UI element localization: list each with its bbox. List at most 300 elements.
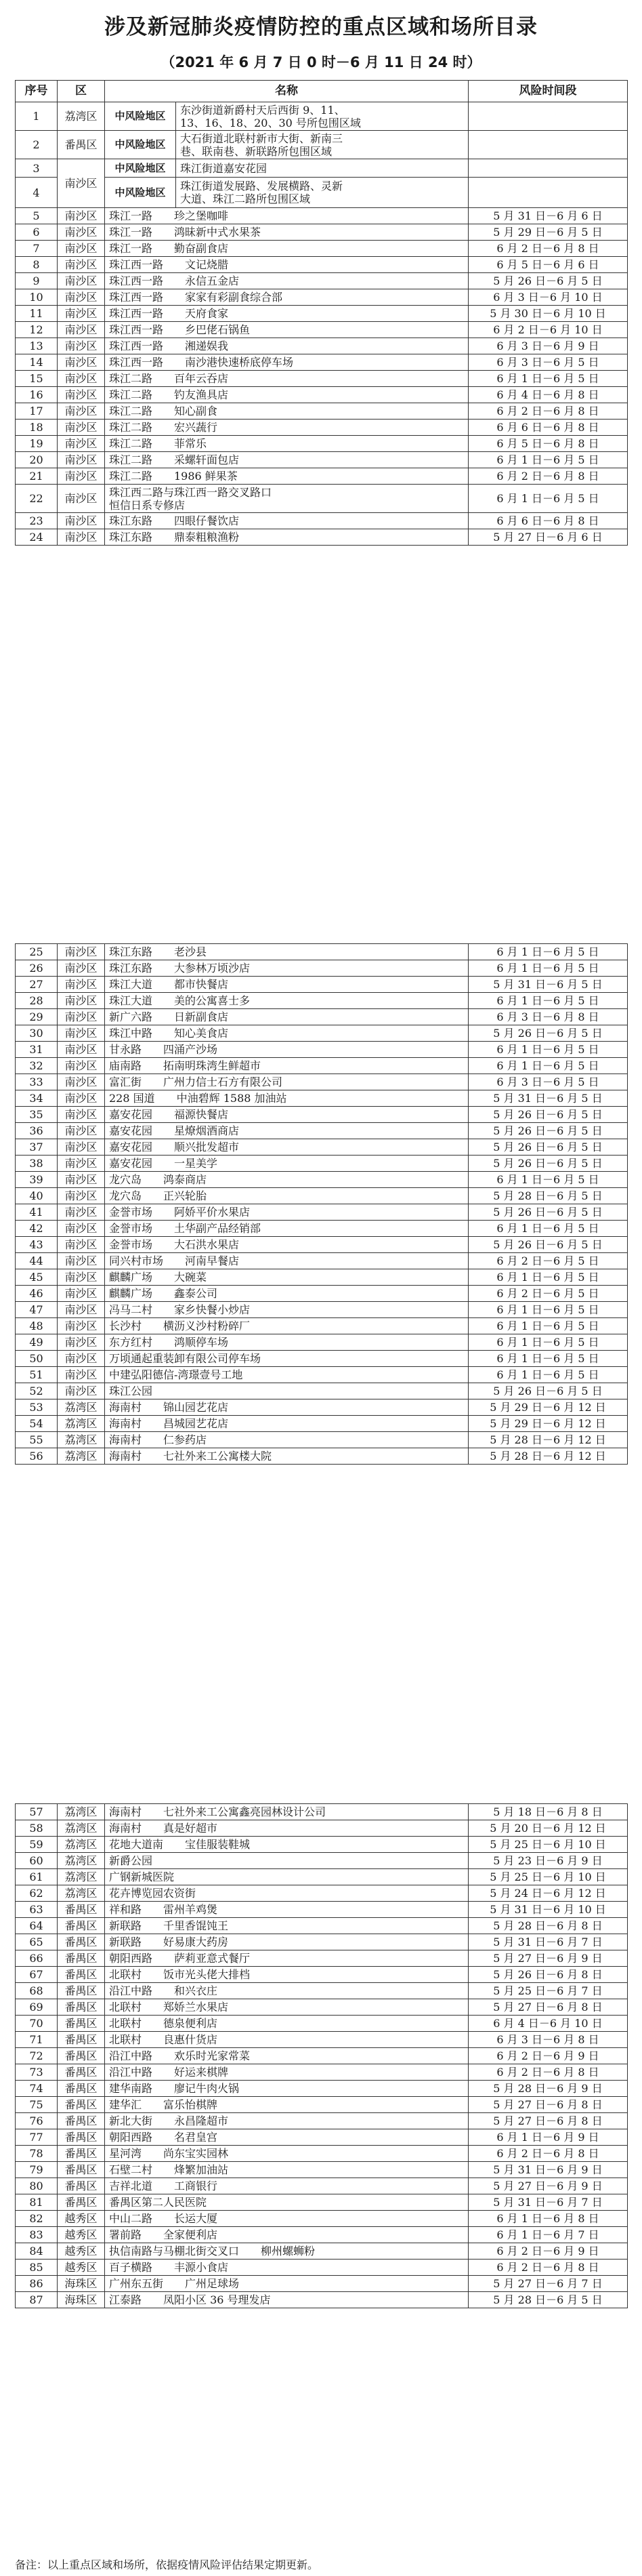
row-time: 5 月 26 日－6 月 5 日 <box>469 1383 628 1399</box>
row-time: 5 月 18 日－6 月 8 日 <box>469 1804 628 1820</box>
row-district: 南沙区 <box>58 1009 105 1025</box>
row-name: 大石街道北联村新市大街、新南三 巷、联南巷、新联路所包围区域 <box>176 131 469 159</box>
table-row <box>16 1367 628 1383</box>
row-time: 6 月 3 日－6 月 5 日 <box>469 354 628 371</box>
row-time <box>469 102 628 131</box>
row-number: 72 <box>16 2048 58 2064</box>
row-district: 番禺区 <box>58 131 105 159</box>
row-number: 30 <box>16 1025 58 1042</box>
row-name: 庙南路 拓南明珠湾生鲜超市 <box>105 1058 469 1074</box>
row-name: 金誉市场 大石洪水果店 <box>105 1237 469 1253</box>
row-district: 南沙区 <box>58 1107 105 1123</box>
table-row <box>16 420 628 436</box>
risk-table-page-3 <box>15 1803 628 2308</box>
row-time: 6 月 4 日－6 月 8 日 <box>469 387 628 403</box>
table-row <box>16 1804 628 1820</box>
row-number: 33 <box>16 1074 58 1090</box>
row-district: 海珠区 <box>58 2276 105 2292</box>
row-number: 44 <box>16 1253 58 1269</box>
row-time: 6 月 2 日－6 月 5 日 <box>469 1286 628 1302</box>
table-row <box>16 2064 628 2081</box>
row-time: 5 月 31 日－6 月 5 日 <box>469 977 628 993</box>
row-district: 南沙区 <box>58 1302 105 1318</box>
row-time: 5 月 27 日－6 月 8 日 <box>469 1999 628 2016</box>
row-district: 南沙区 <box>58 944 105 960</box>
table-row <box>16 1025 628 1042</box>
page-subtitle: （2021 年 6 月 7 日 0 时－6 月 11 日 24 时） <box>160 54 481 70</box>
row-number: 8 <box>16 257 58 273</box>
row-name: 北联村 郑娇兰水果店 <box>105 1999 469 2016</box>
table-row <box>16 1837 628 1853</box>
table-row <box>16 2260 628 2276</box>
row-name: 珠江东路 四眼仔餐饮店 <box>105 513 469 529</box>
table-row <box>16 452 628 468</box>
row-district: 南沙区 <box>58 1318 105 1334</box>
row-name: 珠江西一路 家家有彩副食综合部 <box>105 289 469 306</box>
row-time: 6 月 1 日－6 月 5 日 <box>469 1221 628 1237</box>
row-number: 56 <box>16 1448 58 1465</box>
row-name: 新北大街 永昌隆超市 <box>105 2113 469 2129</box>
row-name: 花卉博览园农资街 <box>105 1885 469 1902</box>
row-number: 42 <box>16 1221 58 1237</box>
table-row <box>16 1058 628 1074</box>
row-time: 5 月 26 日－6 月 5 日 <box>469 1204 628 1221</box>
row-number: 27 <box>16 977 58 993</box>
row-district: 南沙区 <box>58 1058 105 1074</box>
row-number: 4 <box>16 178 58 208</box>
table-row <box>16 322 628 338</box>
row-number: 6 <box>16 224 58 241</box>
row-number: 10 <box>16 289 58 306</box>
row-district: 南沙区 <box>58 208 105 224</box>
row-district: 番禺区 <box>58 2194 105 2211</box>
row-time: 6 月 2 日－6 月 8 日 <box>469 468 628 485</box>
row-time: 5 月 28 日－6 月 9 日 <box>469 2081 628 2097</box>
row-district: 南沙区 <box>58 387 105 403</box>
table-row <box>16 1042 628 1058</box>
row-district: 番禺区 <box>58 2097 105 2113</box>
table-row <box>16 513 628 529</box>
row-time: 5 月 27 日－6 月 8 日 <box>469 2113 628 2129</box>
row-name: 海南村 七社外来工公寓鑫亮园林设计公司 <box>105 1804 469 1820</box>
row-time: 6 月 1 日－6 月 5 日 <box>469 1318 628 1334</box>
table-row <box>16 2016 628 2032</box>
row-time: 5 月 26 日－6 月 5 日 <box>469 1237 628 1253</box>
row-name: 珠江西一路 南沙港快速桥底停车场 <box>105 354 469 371</box>
row-time: 5 月 27 日－6 月 6 日 <box>469 529 628 546</box>
row-name: 珠江东路 大参林万顷沙店 <box>105 960 469 977</box>
row-district: 南沙区 <box>58 1188 105 1204</box>
table-row <box>16 1107 628 1123</box>
row-time: 5 月 26 日－6 月 8 日 <box>469 1967 628 1983</box>
row-time: 6 月 3 日－6 月 10 日 <box>469 289 628 306</box>
row-district: 南沙区 <box>58 322 105 338</box>
row-number: 67 <box>16 1967 58 1983</box>
header-no: 序号 <box>16 81 58 102</box>
table-row <box>16 338 628 354</box>
row-name: 北联村 良惠什货店 <box>105 2032 469 2048</box>
row-time: 6 月 1 日－6 月 5 日 <box>469 371 628 387</box>
row-district: 荔湾区 <box>58 1869 105 1885</box>
row-time <box>469 159 628 178</box>
row-time: 5 月 26 日－6 月 5 日 <box>469 273 628 289</box>
row-time: 5 月 28 日－6 月 12 日 <box>469 1432 628 1448</box>
table-row <box>16 1432 628 1448</box>
row-district: 番禺区 <box>58 2016 105 2032</box>
row-name: 甘永路 四涌产沙场 <box>105 1042 469 1058</box>
row-number: 86 <box>16 2276 58 2292</box>
row-number: 85 <box>16 2260 58 2276</box>
row-time: 5 月 29 日－6 月 12 日 <box>469 1416 628 1432</box>
row-district: 荔湾区 <box>58 1837 105 1853</box>
row-time: 6 月 1 日－6 月 7 日 <box>469 2227 628 2243</box>
row-name: 珠江一路 勤奋副食店 <box>105 241 469 257</box>
table-row <box>16 960 628 977</box>
row-district: 荔湾区 <box>58 1399 105 1416</box>
table-row <box>16 1318 628 1334</box>
row-name: 海南村 锦山园艺花店 <box>105 1399 469 1416</box>
row-number: 40 <box>16 1188 58 1204</box>
row-name: 嘉安花园 星燎烟酒商店 <box>105 1123 469 1139</box>
page-title: 涉及新冠肺炎疫情防控的重点区域和场所目录 <box>104 15 538 39</box>
row-number: 20 <box>16 452 58 468</box>
row-district: 南沙区 <box>58 1351 105 1367</box>
medium-risk-row <box>16 178 628 208</box>
row-name: 沿江中路 欢乐时光家常菜 <box>105 2048 469 2064</box>
row-time: 6 月 1 日－6 月 5 日 <box>469 1269 628 1286</box>
row-time: 6 月 1 日－6 月 9 日 <box>469 2129 628 2146</box>
row-district: 南沙区 <box>58 452 105 468</box>
row-district: 南沙区 <box>58 371 105 387</box>
row-time: 5 月 30 日－6 月 10 日 <box>469 306 628 322</box>
row-time: 6 月 2 日－6 月 8 日 <box>469 2146 628 2162</box>
row-name: 龙穴岛 鸿泰商店 <box>105 1172 469 1188</box>
row-name: 珠江西一路 乡巴佬石锅鱼 <box>105 322 469 338</box>
row-time: 6 月 2 日－6 月 5 日 <box>469 1253 628 1269</box>
row-number: 11 <box>16 306 58 322</box>
row-name: 珠江大道 都市快餐店 <box>105 977 469 993</box>
row-district: 南沙区 <box>58 257 105 273</box>
row-name: 吉祥北道 工商银行 <box>105 2178 469 2194</box>
table-row <box>16 2292 628 2308</box>
table-row <box>16 354 628 371</box>
row-name: 海南村 仁参药店 <box>105 1432 469 1448</box>
row-name: 北联村 饭市光头佬大排档 <box>105 1967 469 1983</box>
row-number: 57 <box>16 1804 58 1820</box>
row-district: 番禺区 <box>58 2032 105 2048</box>
row-district: 越秀区 <box>58 2227 105 2243</box>
row-number: 3 <box>16 159 58 178</box>
row-name: 珠江西一路 永信五金店 <box>105 273 469 289</box>
row-name: 百子横路 丰源小食店 <box>105 2260 469 2276</box>
row-name: 嘉安花园 顺兴批发超市 <box>105 1139 469 1156</box>
table-row <box>16 1156 628 1172</box>
table-row <box>16 1074 628 1090</box>
medium-risk-row <box>16 159 628 178</box>
table-row <box>16 529 628 546</box>
row-district: 南沙区 <box>58 289 105 306</box>
row-district: 南沙区 <box>58 1269 105 1286</box>
row-number: 74 <box>16 2081 58 2097</box>
row-time: 6 月 3 日－6 月 9 日 <box>469 338 628 354</box>
table-row <box>16 2227 628 2243</box>
row-time: 5 月 31 日－6 月 6 日 <box>469 208 628 224</box>
table-row <box>16 2194 628 2211</box>
row-number: 41 <box>16 1204 58 1221</box>
row-name: 朝阳西路 萨莉亚意式餐厅 <box>105 1950 469 1967</box>
table-row <box>16 2032 628 2048</box>
row-name: 嘉安花园 一星美学 <box>105 1156 469 1172</box>
row-district: 南沙区 <box>58 403 105 420</box>
row-name: 中山二路 长运大厦 <box>105 2211 469 2227</box>
row-name: 建华南路 廖记牛肉火锅 <box>105 2081 469 2097</box>
row-number: 60 <box>16 1853 58 1869</box>
row-number: 47 <box>16 1302 58 1318</box>
row-district: 南沙区 <box>58 306 105 322</box>
row-time: 5 月 26 日－6 月 5 日 <box>469 1123 628 1139</box>
row-district: 南沙区 <box>58 420 105 436</box>
header-time: 风险时间段 <box>469 81 628 102</box>
row-number: 65 <box>16 1934 58 1950</box>
row-number: 49 <box>16 1334 58 1351</box>
row-time: 6 月 1 日－6 月 5 日 <box>469 993 628 1009</box>
row-number: 78 <box>16 2146 58 2162</box>
row-number: 79 <box>16 2162 58 2178</box>
row-number: 71 <box>16 2032 58 2048</box>
row-number: 7 <box>16 241 58 257</box>
row-name: 珠江东路 老沙县 <box>105 944 469 960</box>
row-number: 55 <box>16 1432 58 1448</box>
row-name: 珠江街道嘉安花园 <box>176 159 469 178</box>
risk-level-badge: 中风险地区 <box>105 178 176 208</box>
row-district: 南沙区 <box>58 1025 105 1042</box>
row-district: 南沙区 <box>58 1139 105 1156</box>
row-district: 番禺区 <box>58 1983 105 1999</box>
row-name: 珠江二路 1986 鲜果茶 <box>105 468 469 485</box>
header-district: 区 <box>58 81 105 102</box>
row-number: 5 <box>16 208 58 224</box>
table-row <box>16 485 628 513</box>
table-row <box>16 1237 628 1253</box>
row-name: 新联路 好易康大药房 <box>105 1934 469 1950</box>
row-number: 16 <box>16 387 58 403</box>
row-number: 43 <box>16 1237 58 1253</box>
row-district: 荔湾区 <box>58 1432 105 1448</box>
row-district: 南沙区 <box>58 1123 105 1139</box>
row-district: 荔湾区 <box>58 1885 105 1902</box>
row-number: 54 <box>16 1416 58 1432</box>
row-name: 东沙街道新爵村天后西街 9、11、 13、16、18、20、30 号所包围区域 <box>176 102 469 131</box>
row-time: 6 月 1 日－6 月 5 日 <box>469 1042 628 1058</box>
row-name: 珠江中路 知心美食店 <box>105 1025 469 1042</box>
table-row <box>16 2129 628 2146</box>
row-district: 番禺区 <box>58 1934 105 1950</box>
table-row <box>16 1221 628 1237</box>
row-district: 越秀区 <box>58 2243 105 2260</box>
row-time: 6 月 1 日－6 月 5 日 <box>469 960 628 977</box>
row-number: 62 <box>16 1885 58 1902</box>
row-name: 中建弘阳德信-湾璟壹号工地 <box>105 1367 469 1383</box>
row-number: 12 <box>16 322 58 338</box>
row-time: 5 月 27 日－6 月 8 日 <box>469 2097 628 2113</box>
table-row <box>16 224 628 241</box>
row-time: 5 月 23 日－6 月 9 日 <box>469 1853 628 1869</box>
row-number: 22 <box>16 485 58 513</box>
row-district: 海珠区 <box>58 2292 105 2308</box>
row-name: 珠江一路 鸿昧新中式水果茶 <box>105 224 469 241</box>
row-time: 5 月 31 日－6 月 9 日 <box>469 2162 628 2178</box>
table-row <box>16 2146 628 2162</box>
row-name: 祥和路 雷州羊鸡煲 <box>105 1902 469 1918</box>
table-row <box>16 1399 628 1416</box>
table-row <box>16 2162 628 2178</box>
row-number: 24 <box>16 529 58 546</box>
row-name: 星河湾 尚东宝实园林 <box>105 2146 469 2162</box>
row-name: 执信南路与马棚北街交叉口 柳州螺蛳粉 <box>105 2243 469 2260</box>
row-district: 番禺区 <box>58 1918 105 1934</box>
row-number: 25 <box>16 944 58 960</box>
table-row <box>16 944 628 960</box>
row-time: 5 月 27 日－6 月 9 日 <box>469 1950 628 1967</box>
row-time: 5 月 24 日－6 月 12 日 <box>469 1885 628 1902</box>
row-time: 5 月 31 日－6 月 5 日 <box>469 1090 628 1107</box>
table-row <box>16 2113 628 2129</box>
row-time: 6 月 6 日－6 月 8 日 <box>469 420 628 436</box>
table-row <box>16 403 628 420</box>
row-number: 73 <box>16 2064 58 2081</box>
row-number: 64 <box>16 1918 58 1934</box>
row-number: 31 <box>16 1042 58 1058</box>
row-number: 17 <box>16 403 58 420</box>
row-district: 番禺区 <box>58 2064 105 2081</box>
row-name: 海南村 真是好超市 <box>105 1820 469 1837</box>
row-number: 32 <box>16 1058 58 1074</box>
row-name: 冯马二村 家乡快餐小炒店 <box>105 1302 469 1318</box>
row-name: 同兴村市场 河南早餐店 <box>105 1253 469 1269</box>
row-number: 37 <box>16 1139 58 1156</box>
row-time: 6 月 1 日－6 月 5 日 <box>469 485 628 513</box>
table-row <box>16 1448 628 1465</box>
medium-risk-row <box>16 131 628 159</box>
row-name: 新联路 千里香馄饨王 <box>105 1918 469 1934</box>
row-number: 23 <box>16 513 58 529</box>
row-district: 番禺区 <box>58 2146 105 2162</box>
table-row <box>16 1286 628 1302</box>
table-row <box>16 1204 628 1221</box>
row-number: 21 <box>16 468 58 485</box>
row-number: 82 <box>16 2211 58 2227</box>
row-district: 南沙区 <box>58 1074 105 1090</box>
row-name: 建华汇 富乐怡棋牌 <box>105 2097 469 2113</box>
table-row <box>16 1334 628 1351</box>
row-name: 石壁二村 烽繁加油站 <box>105 2162 469 2178</box>
row-number: 51 <box>16 1367 58 1383</box>
row-time: 5 月 31 日－6 月 7 日 <box>469 1934 628 1950</box>
row-number: 38 <box>16 1156 58 1172</box>
table-row <box>16 2211 628 2227</box>
row-name: 花地大道南 宝佳服装鞋城 <box>105 1837 469 1853</box>
row-district: 南沙区 <box>58 354 105 371</box>
row-district: 番禺区 <box>58 2048 105 2064</box>
row-number: 63 <box>16 1902 58 1918</box>
row-district: 南沙区 <box>58 338 105 354</box>
row-number: 87 <box>16 2292 58 2308</box>
row-time: 5 月 28 日－6 月 5 日 <box>469 2292 628 2308</box>
row-number: 76 <box>16 2113 58 2129</box>
table-row <box>16 1302 628 1318</box>
row-name: 珠江二路 知心副食 <box>105 403 469 420</box>
row-district: 荔湾区 <box>58 102 105 131</box>
row-time: 5 月 26 日－6 月 5 日 <box>469 1025 628 1042</box>
row-number: 26 <box>16 960 58 977</box>
row-district: 荔湾区 <box>58 1853 105 1869</box>
row-number: 61 <box>16 1869 58 1885</box>
table-row <box>16 1934 628 1950</box>
row-number: 84 <box>16 2243 58 2260</box>
table-row <box>16 273 628 289</box>
row-district: 南沙区 <box>58 993 105 1009</box>
table-row <box>16 1351 628 1367</box>
row-district: 南沙区 <box>58 1237 105 1253</box>
row-name: 珠江公园 <box>105 1383 469 1399</box>
row-name: 富汇街 广州力信士石方有限公司 <box>105 1074 469 1090</box>
row-name: 广钢新城医院 <box>105 1869 469 1885</box>
row-name: 海南村 七社外来工公寓楼大院 <box>105 1448 469 1465</box>
row-district: 南沙区 <box>58 529 105 546</box>
risk-level-badge: 中风险地区 <box>105 159 176 178</box>
row-time: 6 月 1 日－6 月 5 日 <box>469 1302 628 1318</box>
row-district: 南沙区 <box>58 159 105 208</box>
row-name: 珠江西二路与珠江西一路交叉路口 恒信日系专修店 <box>105 485 469 513</box>
row-number: 77 <box>16 2129 58 2146</box>
row-time: 6 月 2 日－6 月 8 日 <box>469 2260 628 2276</box>
row-name: 麒麟广场 鑫泰公司 <box>105 1286 469 1302</box>
row-district: 南沙区 <box>58 977 105 993</box>
row-district: 南沙区 <box>58 1090 105 1107</box>
row-name: 珠江二路 宏兴蔬行 <box>105 420 469 436</box>
row-name: 珠江西一路 湘递娱我 <box>105 338 469 354</box>
table-row <box>16 1090 628 1107</box>
row-name: 麒麟广场 大碗菜 <box>105 1269 469 1286</box>
row-number: 75 <box>16 2097 58 2113</box>
row-district: 南沙区 <box>58 241 105 257</box>
row-name: 新爵公园 <box>105 1853 469 1869</box>
table-row <box>16 1983 628 1999</box>
row-name: 署前路 全家便利店 <box>105 2227 469 2243</box>
row-number: 2 <box>16 131 58 159</box>
table-row <box>16 2081 628 2097</box>
row-number: 50 <box>16 1351 58 1367</box>
row-district: 南沙区 <box>58 224 105 241</box>
row-district: 南沙区 <box>58 513 105 529</box>
row-number: 68 <box>16 1983 58 1999</box>
row-time: 5 月 28 日－6 月 8 日 <box>469 1918 628 1934</box>
risk-level-badge: 中风险地区 <box>105 131 176 159</box>
table-row <box>16 1853 628 1869</box>
row-name: 万顷通起重装卸有限公司停车场 <box>105 1351 469 1367</box>
row-number: 45 <box>16 1269 58 1286</box>
row-time: 6 月 2 日－6 月 10 日 <box>469 322 628 338</box>
row-name: 朝阳西路 名君皇宫 <box>105 2129 469 2146</box>
row-name: 珠江大道 美的公寓喜士多 <box>105 993 469 1009</box>
row-name: 沿江中路 好运来棋牌 <box>105 2064 469 2081</box>
row-time: 6 月 4 日－6 月 10 日 <box>469 2016 628 2032</box>
row-time: 5 月 25 日－6 月 10 日 <box>469 1869 628 1885</box>
risk-level-badge: 中风险地区 <box>105 102 176 131</box>
row-time: 6 月 3 日－6 月 5 日 <box>469 1074 628 1090</box>
row-district: 南沙区 <box>58 436 105 452</box>
row-time: 5 月 29 日－6 月 12 日 <box>469 1399 628 1416</box>
